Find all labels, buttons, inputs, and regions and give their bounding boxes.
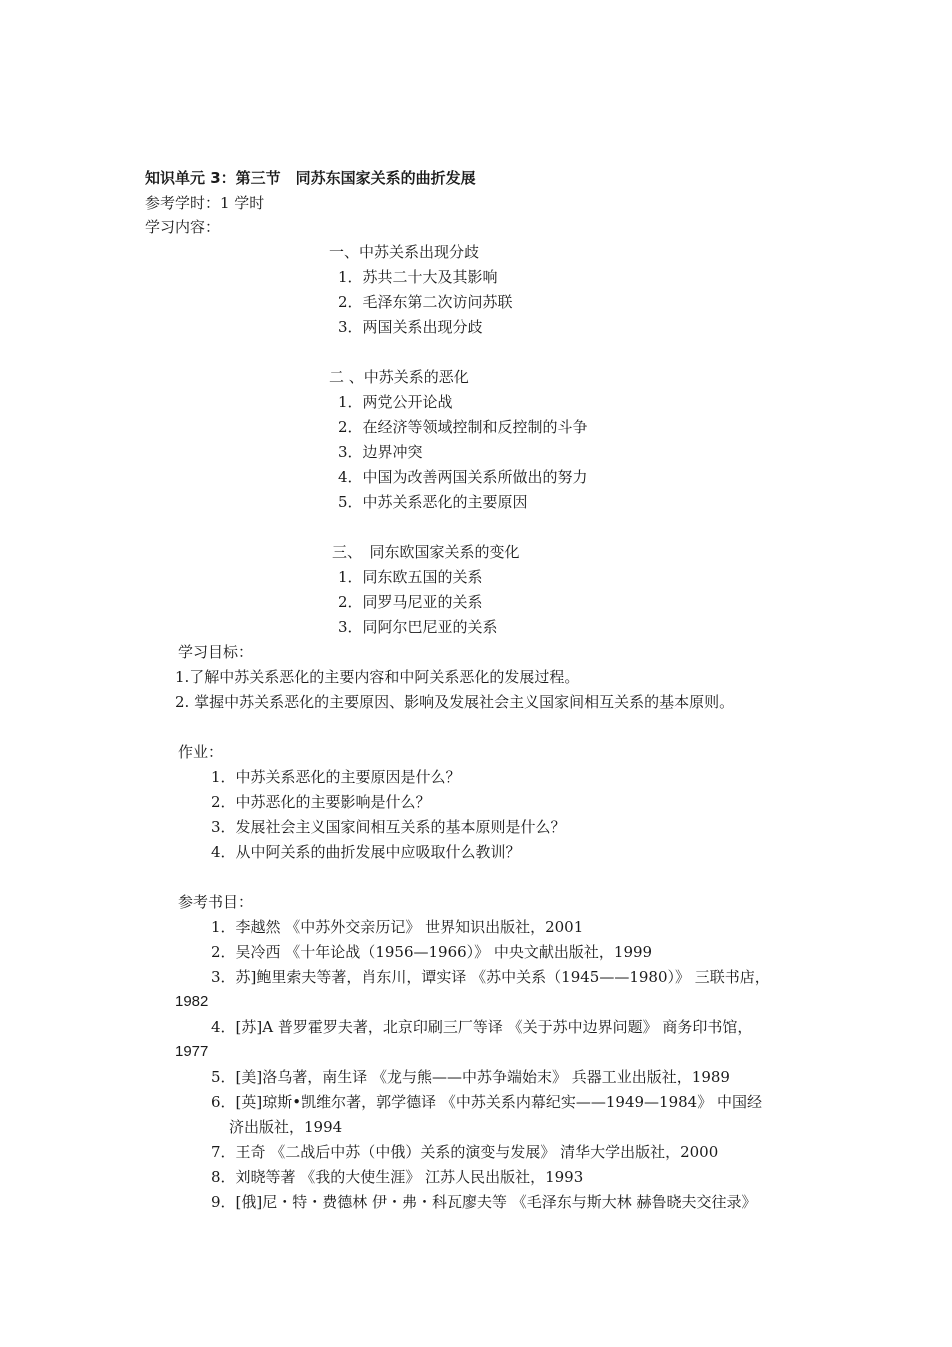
section-item: 2．毛泽东第二次访问苏联 bbox=[338, 293, 513, 311]
reference-item: 2．吴冷西 《十年论战（1956—1966）》 中央文献出版社，1999 bbox=[211, 943, 653, 961]
reference-item: 5．[美]洛乌著，南生译 《龙与熊——中苏争端始末》 兵器工业出版社，1989 bbox=[211, 1068, 730, 1086]
reference-item: 8．刘晓等著 《我的大使生涯》 江苏人民出版社，1993 bbox=[211, 1168, 584, 1186]
homework-item: 2．中苏恶化的主要影响是什么？ bbox=[211, 793, 431, 811]
section-item: 1．同东欧五国的关系 bbox=[338, 568, 483, 586]
homework-item: 3．发展社会主义国家间相互关系的基本原则是什么？ bbox=[211, 818, 566, 836]
homework-label: 作业： bbox=[178, 743, 224, 761]
objectives-label: 学习目标： bbox=[178, 643, 254, 661]
reference-item-continued: 1977 bbox=[175, 1043, 209, 1060]
reference-item: 9．[俄]尼・特・费德林 伊・弗・科瓦廖夫等 《毛泽东与斯大林 赫鲁晓夫交往录》 bbox=[211, 1193, 757, 1211]
objective-item: 1.了解中苏关系恶化的主要内容和中阿关系恶化的发展过程。 bbox=[175, 668, 580, 686]
reference-item: 1．李越然 《中苏外交亲历记》 世界知识出版社，2001 bbox=[211, 918, 584, 936]
reference-item: 6．[英]琼斯•凯维尔著，郭学德译 《中苏关系内幕纪实——1949—1984》 中国经 bbox=[211, 1093, 762, 1111]
study-hours: 参考学时：1 学时 bbox=[145, 194, 265, 212]
section-item: 5．中苏关系恶化的主要原因 bbox=[338, 493, 528, 511]
reference-item: 7．王奇 《二战后中苏（中俄）关系的演变与发展》 清华大学出版社，2000 bbox=[211, 1143, 719, 1161]
references-label: 参考书目： bbox=[178, 893, 254, 911]
homework-item: 1．中苏关系恶化的主要原因是什么？ bbox=[211, 768, 461, 786]
homework-item: 4．从中阿关系的曲折发展中应吸取什么教训？ bbox=[211, 843, 521, 861]
section-item: 1．苏共二十大及其影响 bbox=[338, 268, 498, 286]
section-heading: 一、中苏关系出现分歧 bbox=[329, 243, 480, 261]
content-label: 学习内容： bbox=[145, 218, 221, 236]
section-item: 3．两国关系出现分歧 bbox=[338, 318, 483, 336]
section-item: 2．同罗马尼亚的关系 bbox=[338, 593, 483, 611]
reference-item: 4．[苏]A 普罗霍罗夫著，北京印刷三厂等译 《关于苏中边界问题》 商务印书馆， bbox=[211, 1018, 753, 1036]
section-item: 3．同阿尔巴尼亚的关系 bbox=[338, 618, 498, 636]
reference-item-continued: 1982 bbox=[175, 993, 209, 1010]
section-heading: 二 、中苏关系的恶化 bbox=[329, 368, 469, 386]
section-item: 2．在经济等领域控制和反控制的斗争 bbox=[338, 418, 588, 436]
reference-item: 3．苏]鲍里索夫等著，肖东川，谭实译 《苏中关系（1945——1980）》 三联书店， bbox=[211, 968, 770, 986]
reference-item-continued: 济出版社，1994 bbox=[229, 1118, 343, 1136]
section-heading: 三、 同东欧国家关系的变化 bbox=[332, 543, 520, 561]
section-item: 3．边界冲突 bbox=[338, 443, 423, 461]
objective-item: 2. 掌握中苏关系恶化的主要原因、影响及发展社会主义国家间相互关系的基本原则。 bbox=[175, 693, 735, 711]
section-item: 1．两党公开论战 bbox=[338, 393, 453, 411]
page-title: 知识单元 3：第三节 同苏东国家关系的曲折发展 bbox=[145, 169, 476, 187]
section-item: 4．中国为改善两国关系所做出的努力 bbox=[338, 468, 588, 486]
